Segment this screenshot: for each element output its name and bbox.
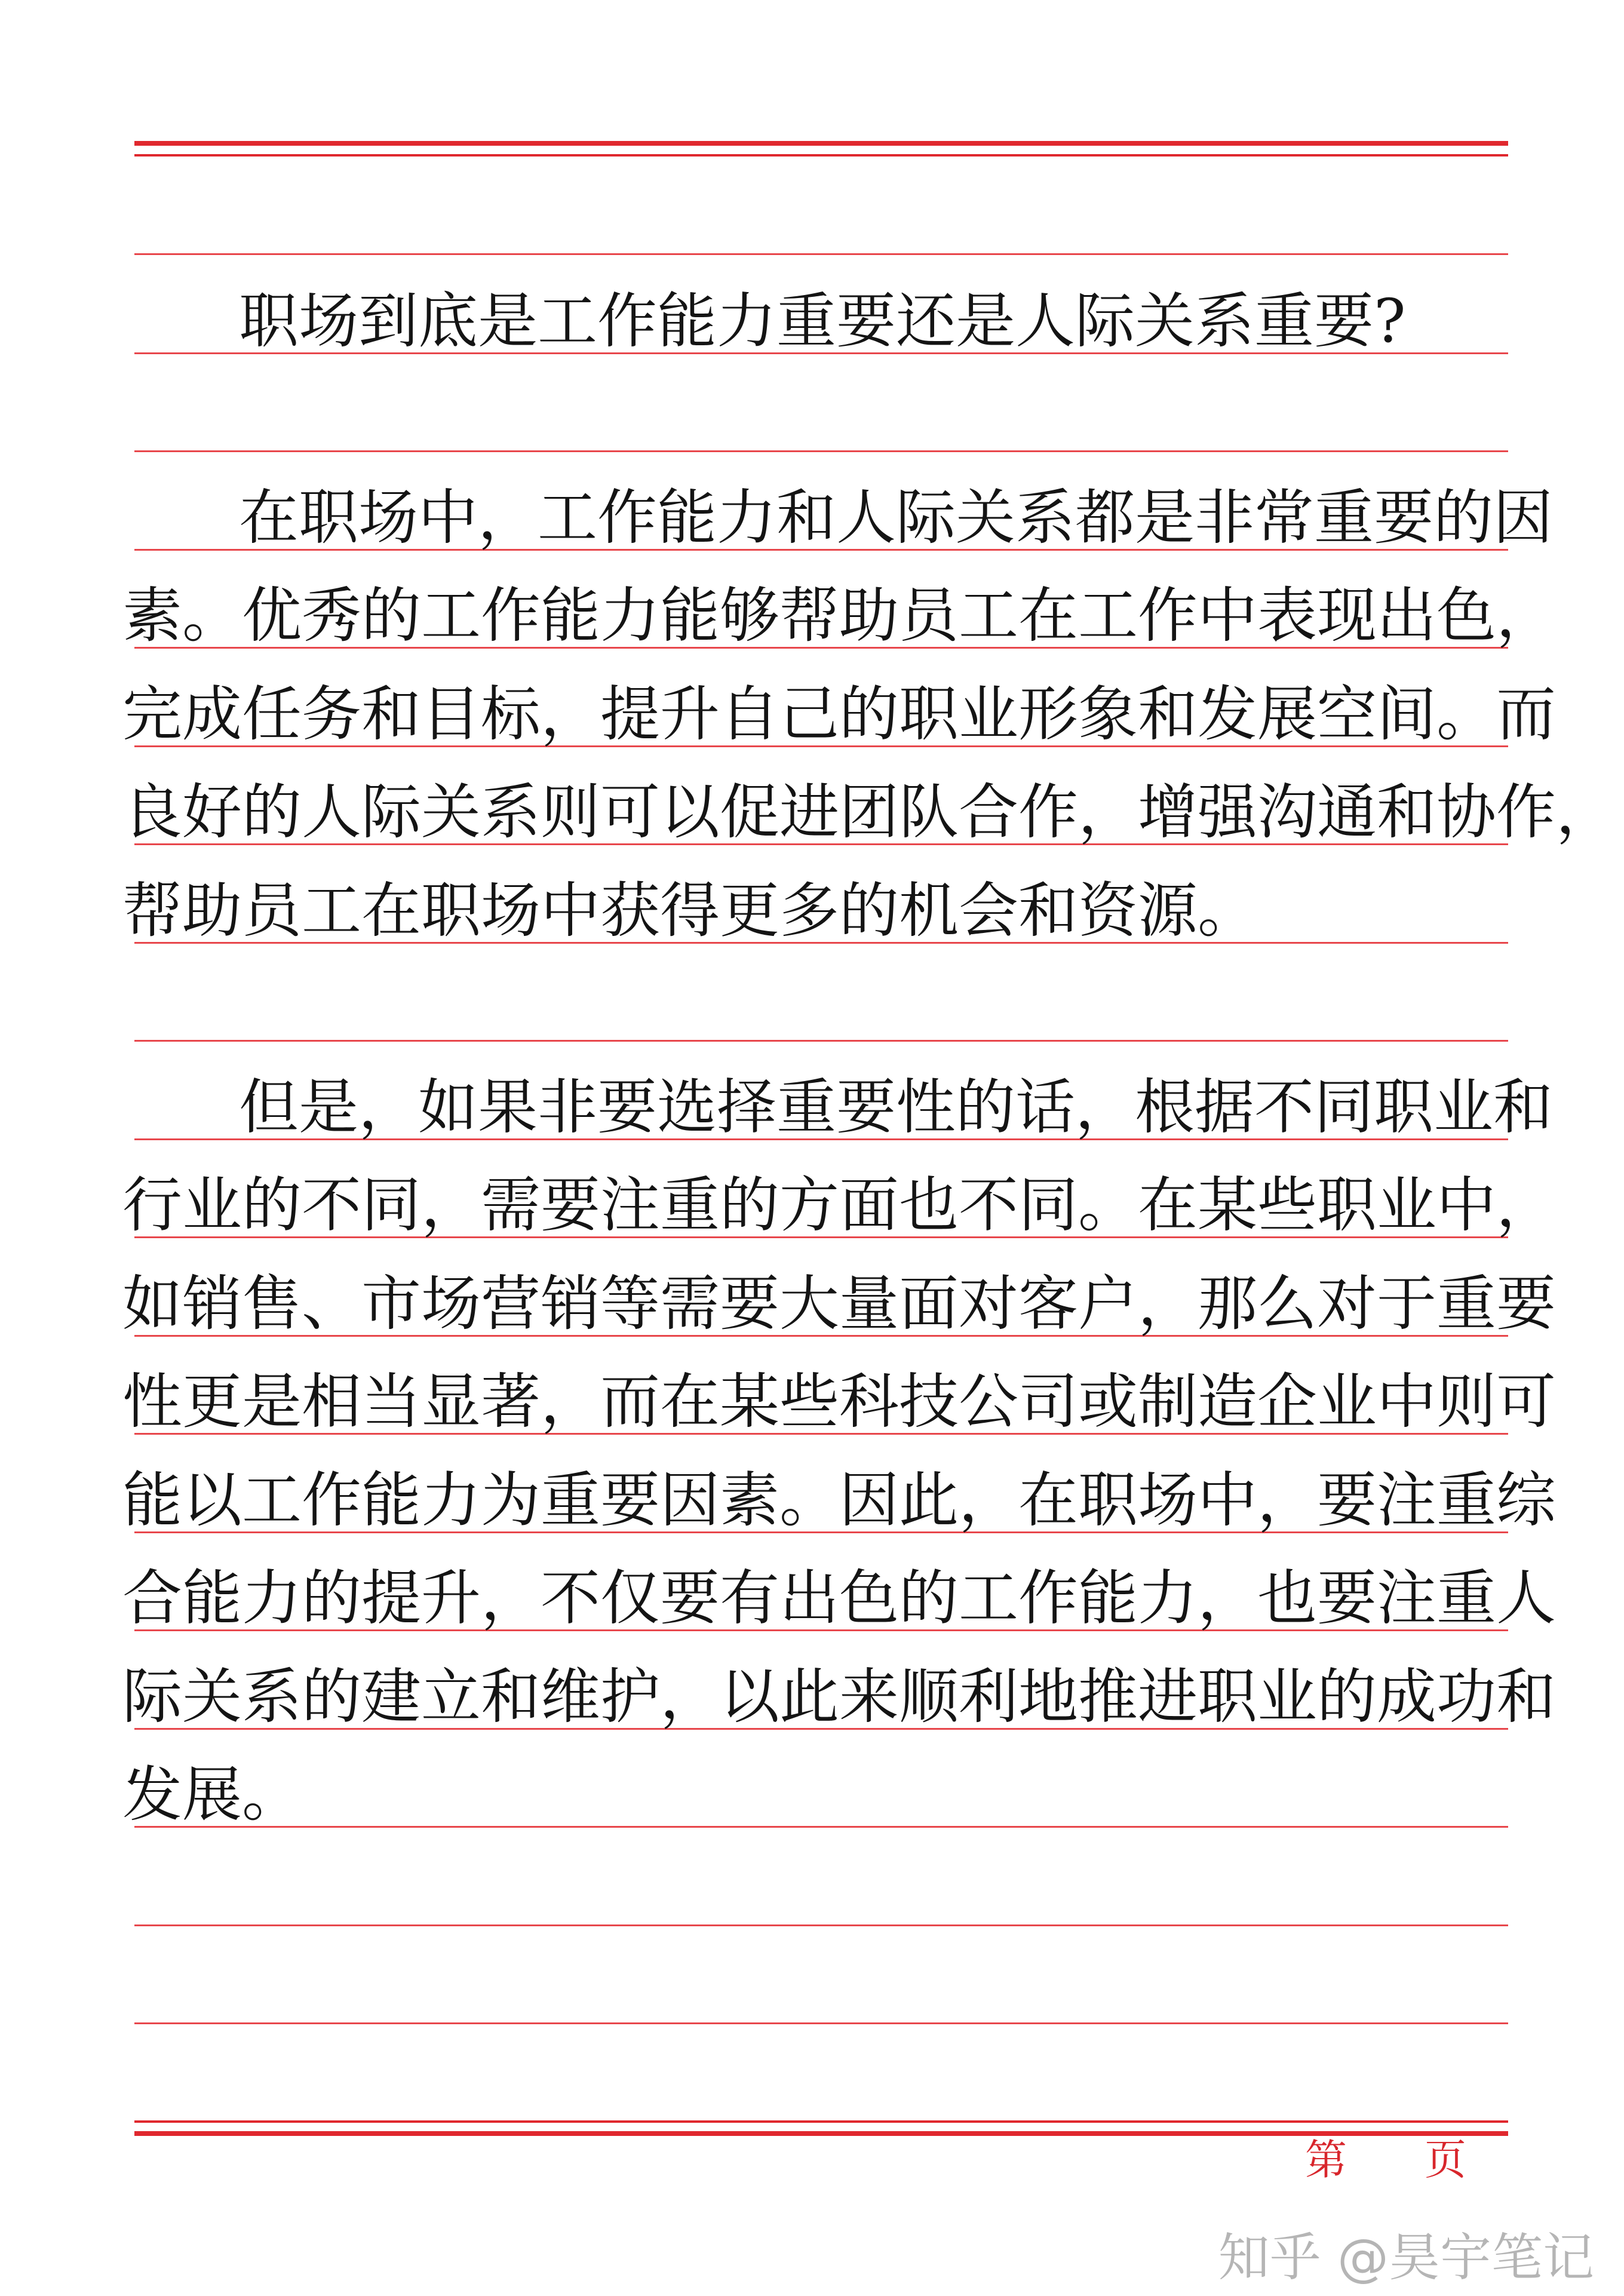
bottom-border-thick bbox=[134, 2131, 1508, 2136]
paragraph-1-line-2: 素。优秀的工作能力能够帮助员工在工作中表现出色， bbox=[122, 581, 1556, 650]
top-border-thin bbox=[134, 154, 1508, 156]
paragraph-2-line-1: 但是，如果非要选择重要性的话，根据不同职业和 bbox=[239, 1072, 1553, 1142]
paragraph-2-line-6: 合能力的提升，不仅要有出色的工作能力，也要注重人 bbox=[122, 1563, 1556, 1633]
ruled-line bbox=[134, 2022, 1508, 2024]
page-title: 职场到底是工作能力重要还是人际关系重要? bbox=[239, 286, 1406, 356]
top-border-thick bbox=[134, 141, 1508, 146]
ruled-line bbox=[134, 1040, 1508, 1042]
zhihu-watermark: 知乎 @昊宇笔记 bbox=[1218, 2228, 1594, 2288]
ruled-line bbox=[134, 253, 1508, 255]
paragraph-2-line-7: 际关系的建立和维护，以此来顺利地推进职业的成功和 bbox=[122, 1662, 1556, 1732]
paragraph-1-line-4: 良好的人际关系则可以促进团队合作，增强沟通和协作， bbox=[122, 777, 1616, 847]
page-number-prefix: 第 bbox=[1305, 2135, 1347, 2184]
bottom-border-thin bbox=[134, 2120, 1508, 2123]
paragraph-1-line-1: 在职场中，工作能力和人际关系都是非常重要的因 bbox=[239, 483, 1553, 552]
paragraph-2-line-4: 性更是相当显著，而在某些科技公司或制造企业中则可 bbox=[122, 1367, 1556, 1436]
ruled-line bbox=[134, 1924, 1508, 1926]
paragraph-2-line-8: 发展。 bbox=[122, 1760, 302, 1830]
paragraph-2-line-5: 能以工作能力为重要因素。因此，在职场中，要注重综 bbox=[122, 1465, 1556, 1535]
page-number-suffix: 页 bbox=[1425, 2135, 1466, 2184]
paragraph-1-line-5: 帮助员工在职场中获得更多的机会和资源。 bbox=[122, 876, 1257, 946]
paragraph-1-line-3: 完成任务和目标，提升自己的职业形象和发展空间。而 bbox=[122, 679, 1556, 749]
paragraph-2-line-3: 如销售、市场营销等需要大量面对客户，那么对于重要 bbox=[122, 1269, 1556, 1339]
ruled-line bbox=[134, 450, 1508, 452]
paragraph-2-line-2: 行业的不同，需要注重的方面也不同。在某些职业中， bbox=[122, 1170, 1556, 1240]
